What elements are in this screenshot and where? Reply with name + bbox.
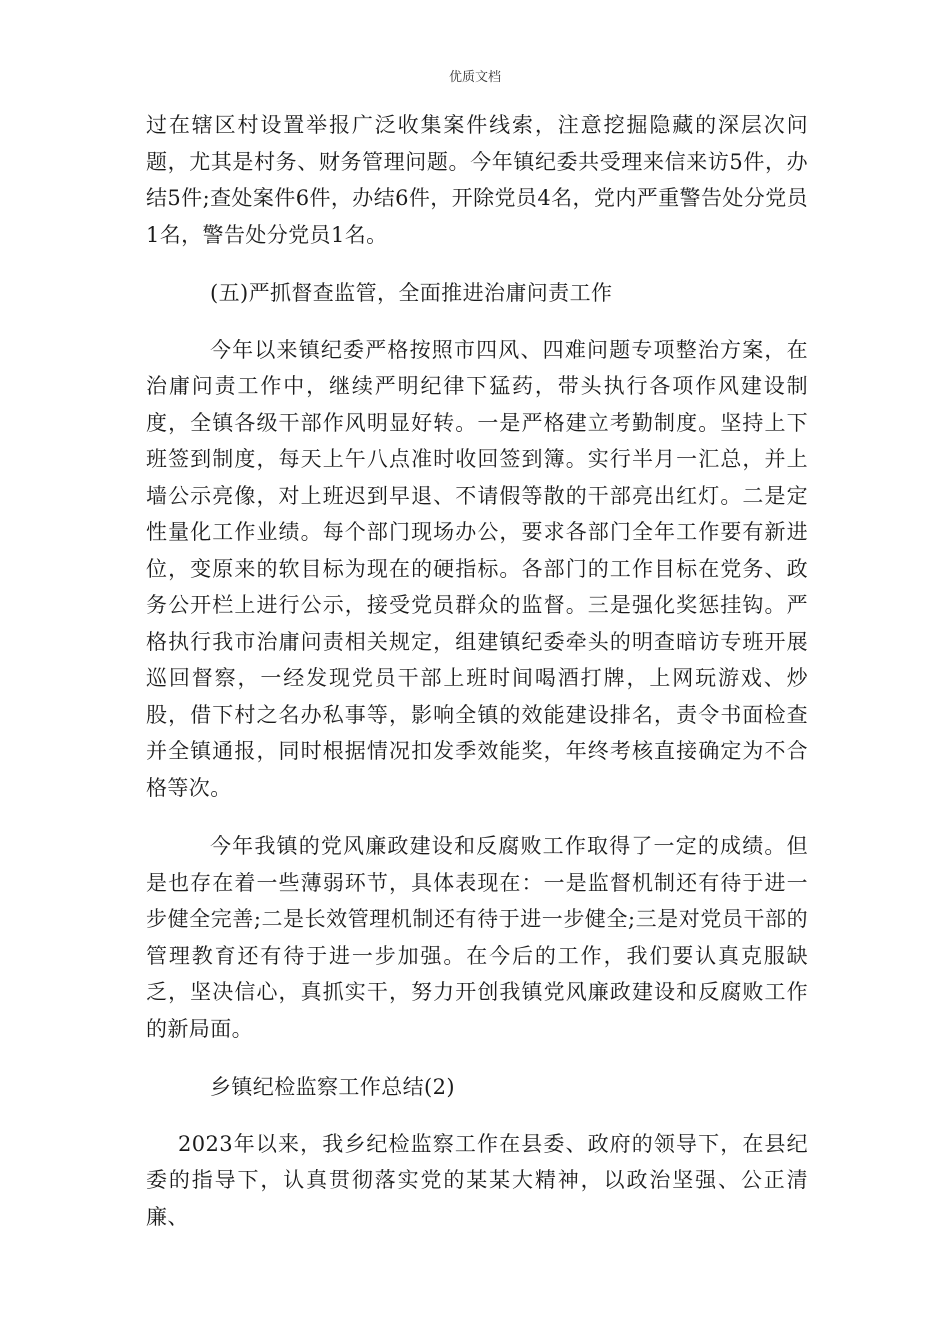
section-heading-summary-2: 乡镇纪检监察工作总结(2) [210,1075,455,1099]
page-header: 优质文档 [448,70,501,85]
paragraph-case-handling: 过在辖区村设置举报广泛收集案件线索，注意挖掘隐藏的深层次问题，尤其是村务、财务管理问题。今年镇纪委共受理来信来访5件，办结5件;查处案件6件，办结6件，开除党员4名，党内严重警告处分党员1名，警告处分党员1名。 [146,113,808,247]
section-heading-five: (五)严抓督查监管，全面推进治庸问责工作 [210,281,613,305]
document-body [146,107,808,1235]
paragraph-2023-intro: 2023年以来，我乡纪检监察工作在县委、政府的领导下，在县纪委的指导下，认真贯彻落实党的某某大精神，以政治坚强、公正清廉、 [146,1131,808,1229]
paragraph-achievements: 今年我镇的党风廉政建设和反腐败工作取得了一定的成绩。但是也存在着一些薄弱环节，具体表现在：一是监督机制还有待于进一步健全完善;二是长效管理机制还有待于进一步健全;三是对党员干部的管理教育还有待于进一步加强。在今后的工作，我们要认真克服缺乏，坚决信心，真抓实干，努力开创我镇党风廉政建设和反腐败工作的新局面。 [146,834,808,1041]
paragraph-accountability: 今年以来镇纪委严格按照市四风、四难问题专项整治方案，在治庸问责工作中，继续严明纪律下猛药，带头执行各项作风建设制度，全镇各级干部作风明显好转。一是严格建立考勤制度。坚持上下班签到制度，每天上午八点准时收回签到簿。实行半月一汇总，并上墙公示亮像，对上班迟到早退、不请假等散的干部亮出红灯。二是定性量化工作业绩。每个部门现场办公，要求各部门全年工作要有新进位，变原来的软目标为现在的硬指标。各部门的工作目标在党务、政务公开栏上进行公示，接受党员群众的监督。三是强化奖惩挂钩。严格执行我市治庸问责相关规定，组建镇纪委牵头的明查暗访专班开展巡回督察，一经发现党员干部上班时间喝酒打牌，上网玩游戏、炒股，借下村之名办私事等，影响全镇的效能建设排名，责令书面检查并全镇通报，同时根据情况扣发季效能奖，年终考核直接确定为不合格等次。 [146,337,808,800]
